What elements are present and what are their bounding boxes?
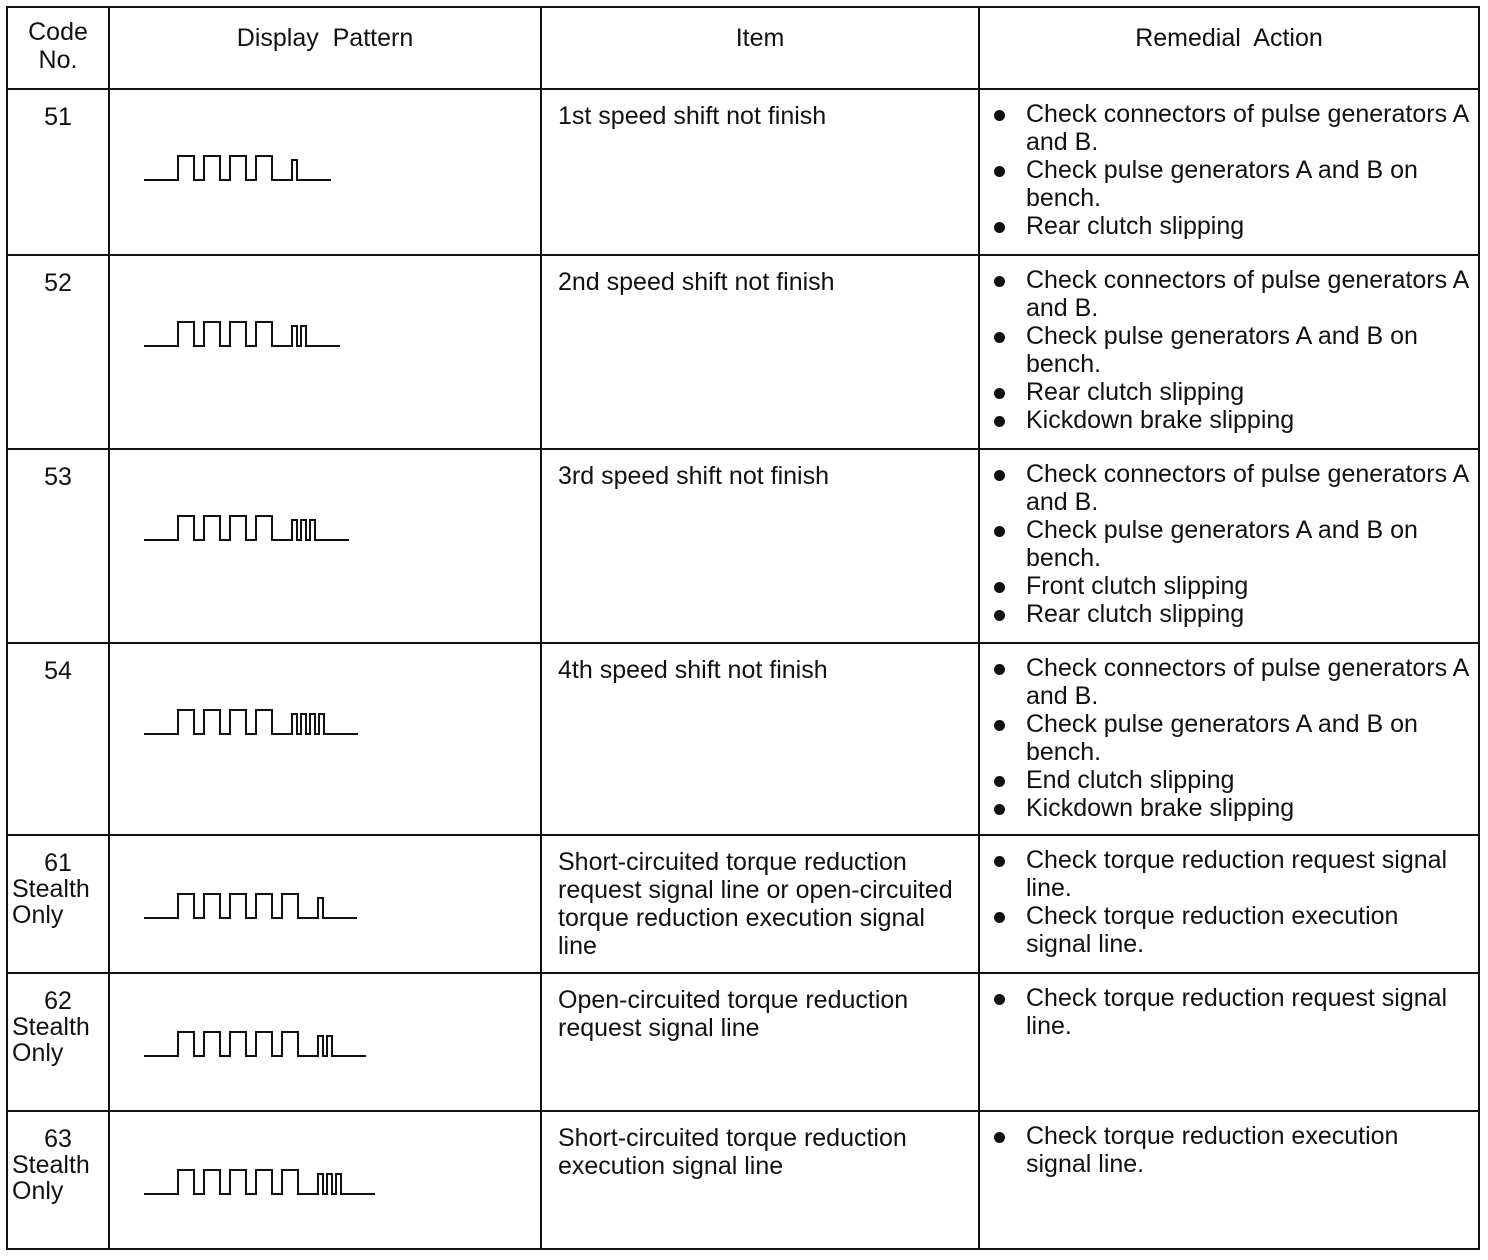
- item-cell: [541, 89, 979, 255]
- remedial-action-cell: [979, 89, 1479, 255]
- remedial-action-item: Check torque reduction request signal line.: [992, 984, 1470, 1040]
- remedial-action-item: Kickdown brake slipping: [992, 406, 1470, 434]
- remedial-action-cell: [979, 1111, 1479, 1249]
- display-pattern-cell: [109, 89, 541, 255]
- header-remedial-action: Remedial Action: [979, 7, 1479, 89]
- display-pattern-cell: [109, 449, 541, 643]
- item-text: Short-circuited torque reduction request signal line or open-circuited torque reduction execution signal line: [558, 848, 953, 960]
- item-text: 3rd speed shift not finish: [558, 462, 829, 490]
- item-cell: [541, 973, 979, 1111]
- table-row: [7, 1111, 1479, 1249]
- display-pattern-graphic: [144, 1166, 379, 1200]
- display-pattern-graphic: [144, 318, 344, 352]
- code-cell: [7, 255, 109, 449]
- remedial-action-cell: [979, 835, 1479, 973]
- item-text: Short-circuited torque reduction execution signal line: [558, 1124, 907, 1180]
- remedial-action-item: Check torque reduction execution signal line.: [992, 1122, 1470, 1178]
- diagnostic-code-table: [6, 6, 1480, 1250]
- code-cell: [7, 835, 109, 973]
- display-pattern-graphic: [144, 512, 353, 546]
- pulse-waveform: [144, 894, 357, 918]
- remedial-action-item: Check pulse generators A and B on bench.: [992, 516, 1470, 572]
- display-pattern-cell: [109, 973, 541, 1111]
- code-qualifier: Stealth Only: [12, 875, 90, 929]
- table-row: [7, 449, 1479, 643]
- remedial-action-item: Rear clutch slipping: [992, 600, 1470, 628]
- display-pattern-graphic: [144, 1028, 370, 1062]
- remedial-action-cell: [979, 973, 1479, 1111]
- display-pattern-cell: [109, 643, 541, 835]
- remedial-action-item: Kickdown brake slipping: [992, 794, 1470, 822]
- item-cell: [541, 255, 979, 449]
- header-code-label: Code No.: [28, 18, 88, 74]
- remedial-action-cell: [979, 255, 1479, 449]
- code-cell: [7, 973, 109, 1111]
- code-number: 53: [44, 463, 72, 491]
- remedial-action-cell: [979, 449, 1479, 643]
- remedial-action-list: [992, 984, 1470, 1040]
- table-row: [7, 255, 1479, 449]
- code-qualifier: Stealth Only: [12, 1151, 90, 1205]
- remedial-action-item: Check connectors of pulse generators A and B.: [992, 654, 1470, 710]
- remedial-action-list: [992, 654, 1470, 822]
- header-item: Item: [541, 7, 979, 89]
- remedial-action-item: Rear clutch slipping: [992, 212, 1470, 240]
- display-pattern-graphic: [144, 706, 362, 740]
- display-pattern-graphic: [144, 152, 335, 186]
- pulse-waveform: [144, 156, 331, 180]
- code-number: 62: [44, 987, 72, 1015]
- item-cell: [541, 1111, 979, 1249]
- remedial-action-item: Check connectors of pulse generators A and B.: [992, 100, 1470, 156]
- remedial-action-item: Check pulse generators A and B on bench.: [992, 156, 1470, 212]
- table-row: [7, 643, 1479, 835]
- remedial-action-item: Rear clutch slipping: [992, 378, 1470, 406]
- remedial-action-item: Check torque reduction request signal line.: [992, 846, 1470, 902]
- remedial-action-item: Check pulse generators A and B on bench.: [992, 322, 1470, 378]
- table-body: [7, 89, 1479, 1249]
- pulse-waveform: [144, 322, 340, 346]
- item-cell: [541, 835, 979, 973]
- remedial-action-list: [992, 846, 1470, 958]
- remedial-action-list: [992, 460, 1470, 628]
- code-qualifier: Stealth Only: [12, 1013, 90, 1067]
- table-row: [7, 973, 1479, 1111]
- code-number: 52: [44, 269, 72, 297]
- remedial-action-item: Check torque reduction execution signal line.: [992, 902, 1470, 958]
- remedial-action-item: Check connectors of pulse generators A and B.: [992, 266, 1470, 322]
- header-code-no: [7, 7, 109, 89]
- pulse-waveform: [144, 710, 358, 734]
- remedial-action-item: Front clutch slipping: [992, 572, 1470, 600]
- header-display-pattern: Display Pattern: [109, 7, 541, 89]
- display-pattern-cell: [109, 255, 541, 449]
- item-text: 1st speed shift not finish: [558, 102, 827, 130]
- item-text: 2nd speed shift not finish: [558, 268, 835, 296]
- pulse-waveform: [144, 516, 349, 540]
- remedial-action-list: [992, 266, 1470, 434]
- item-text: 4th speed shift not finish: [558, 656, 828, 684]
- remedial-action-item: Check connectors of pulse generators A and B.: [992, 460, 1470, 516]
- remedial-action-item: End clutch slipping: [992, 766, 1470, 794]
- code-number: 61: [44, 849, 72, 877]
- code-number: 54: [44, 657, 72, 685]
- display-pattern-cell: [109, 1111, 541, 1249]
- item-cell: [541, 643, 979, 835]
- item-text: Open-circuited torque reduction request signal line: [558, 986, 909, 1042]
- code-cell: [7, 89, 109, 255]
- remedial-action-cell: [979, 643, 1479, 835]
- code-cell: [7, 1111, 109, 1249]
- remedial-action-item: Check pulse generators A and B on bench.: [992, 710, 1470, 766]
- display-pattern-cell: [109, 835, 541, 973]
- pulse-waveform: [144, 1032, 366, 1056]
- pulse-waveform: [144, 1170, 375, 1194]
- code-number: 63: [44, 1125, 72, 1153]
- code-number: 51: [44, 103, 72, 131]
- table-row: [7, 89, 1479, 255]
- remedial-action-list: [992, 1122, 1470, 1178]
- table-header-row: [7, 7, 1479, 89]
- code-cell: [7, 643, 109, 835]
- display-pattern-graphic: [144, 890, 361, 924]
- remedial-action-list: [992, 100, 1470, 240]
- code-cell: [7, 449, 109, 643]
- table-row: [7, 835, 1479, 973]
- item-cell: [541, 449, 979, 643]
